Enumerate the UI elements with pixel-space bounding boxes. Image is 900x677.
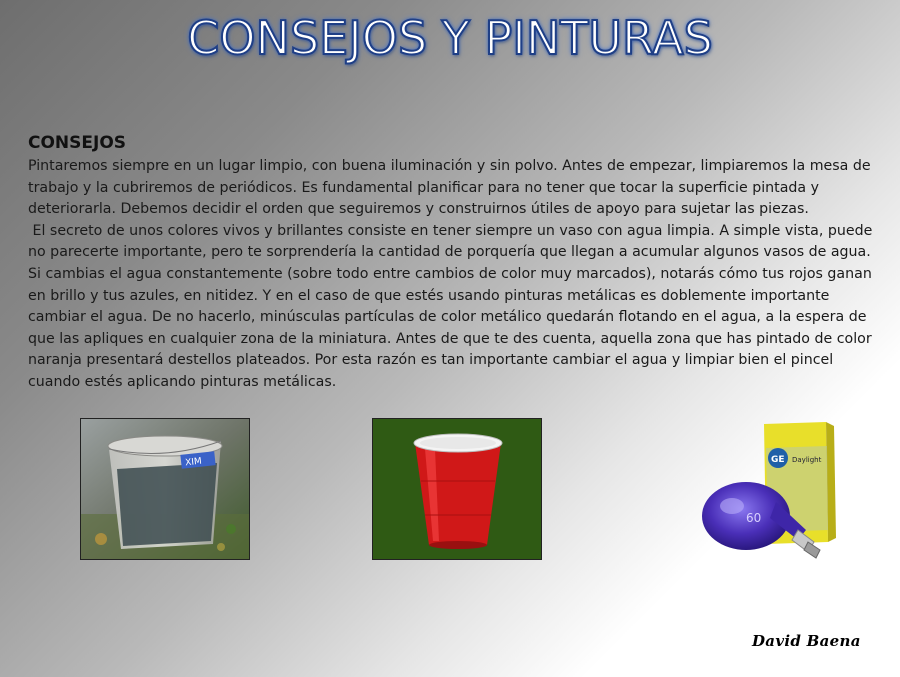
bucket-logo-text: XIM <box>184 456 203 469</box>
slide-title: CONSEJOS Y PINTURAS <box>187 11 713 65</box>
paragraph-1: Pintaremos siempre en un lugar limpio, con buena iluminación y sin polvo. Antes de empezar, limpiaremos la mesa de trabajo y la cubriremos de periódicos. Es fundamental planificar para no tener que tocar la superficie pintada y deteriorarla. Debemos decidir el orden que seguiremos y construirnos útiles de apoyo para sujetar las piezas. <box>28 158 871 218</box>
dirty-water-bucket-photo <box>80 418 250 560</box>
daylight-bulb-photo <box>694 418 839 563</box>
section-heading: CONSEJOS <box>28 133 127 153</box>
bulb-label: 60 <box>746 511 762 525</box>
signature: David Baena <box>752 632 861 650</box>
content-block <box>28 133 878 394</box>
bulb-box-brand: GE <box>771 455 785 465</box>
bulb-box-label: Daylight <box>792 456 822 464</box>
paragraph-2: El secreto de unos colores vivos y brillantes consiste en tener siempre un vaso con agua limpia. A simple vista, puede no parecerte importante, pero te sorprendería la cantidad de porquería que llegan a acumular algunos vasos de agua. Si cambias el agua constantemente (sobre todo entre cambios de color muy marcados), notarás cómo tus rojos ganan en brillo y tus azules, en nitidez. Y en el caso de que estés usando pinturas metálicas es doblemente importante cambiar el agua. De no hacerlo, minúsculas partículas de color metálico quedarán flotando en el agua, a la espera de que las apliques en cualquier zona de la miniatura. Antes de que te des cuenta, aquella zona que has pintado de color naranja presentará destellos plateados. Por esta razón es tan importante cambiar el agua y limpiar bien el pincel cuando estés aplicando pinturas metálicas. <box>28 222 873 390</box>
red-cup-photo <box>372 418 542 560</box>
